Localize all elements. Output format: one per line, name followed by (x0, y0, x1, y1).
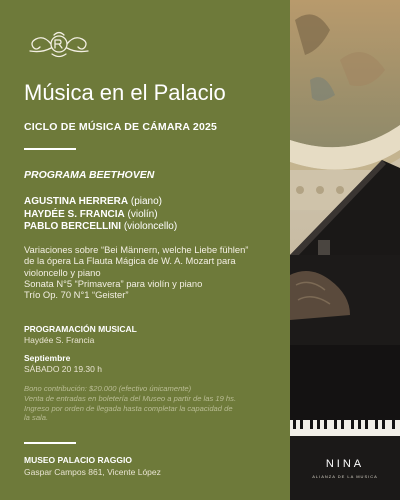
performers-list (24, 196, 274, 234)
note-line: Bono contribución: $20.000 (efectivo únicamente) (24, 384, 192, 393)
date-day-time: SÁBADO 20 19.30 h (24, 364, 102, 374)
divider (24, 442, 76, 444)
performer-item (24, 221, 274, 234)
ticket-note (24, 384, 282, 423)
works-line: Variaciones sobre “Bei Männern, welche Liebe fühlen” (24, 244, 249, 255)
venue-address: Gaspar Campos 861, Vicente López (24, 467, 161, 477)
poster-title: Música en el Palacio (24, 80, 226, 105)
performer-name: HAYDÉE S. FRANCIA (24, 208, 125, 220)
brand-logo: NINA (325, 458, 365, 470)
piano-photo (290, 0, 400, 500)
works-line: Trío Op. 70 N°1 “Geister” (24, 289, 129, 301)
performer-instrument: (violín) (127, 208, 158, 220)
works-line: violoncello y piano (24, 266, 101, 278)
programming-heading: PROGRAMACIÓN MUSICAL (24, 324, 137, 334)
performer-name: PABLO BERCELLINI (24, 221, 122, 232)
works-line: Sonata N°5 “Primavera” para violín y piano (24, 277, 203, 289)
performer-item (24, 209, 274, 222)
note-line: la sala. (24, 413, 49, 423)
poster-subtitle: CICLO DE MÚSICA DE CÁMARA 2025 (24, 121, 218, 133)
ornamental-crest-icon (24, 26, 94, 62)
works-line: de la ópera La Flauta Mágica de W. A. Mozart para (24, 255, 236, 267)
programming-name: Haydée S. Francia (24, 335, 95, 345)
note-line: Venta de entradas en boletería del Museo a partir de las 19 hs. (24, 393, 237, 403)
performer-name: AGUSTINA HERRERA (24, 196, 129, 207)
performer-instrument: (violoncello) (123, 221, 178, 232)
performer-instrument: (piano) (130, 196, 162, 207)
note-line: Ingreso por orden de llegada hasta completar la capacidad de (24, 403, 233, 413)
program-title: PROGRAMA BEETHOVEN (24, 169, 155, 181)
divider (24, 148, 76, 150)
brand-tagline: ALIANZA DE LA MUSICA (312, 474, 378, 479)
works-list (24, 244, 280, 300)
performer-item (24, 196, 274, 209)
venue-name: MUSEO PALACIO RAGGIO (24, 455, 132, 465)
date-month: Septiembre (24, 353, 71, 363)
